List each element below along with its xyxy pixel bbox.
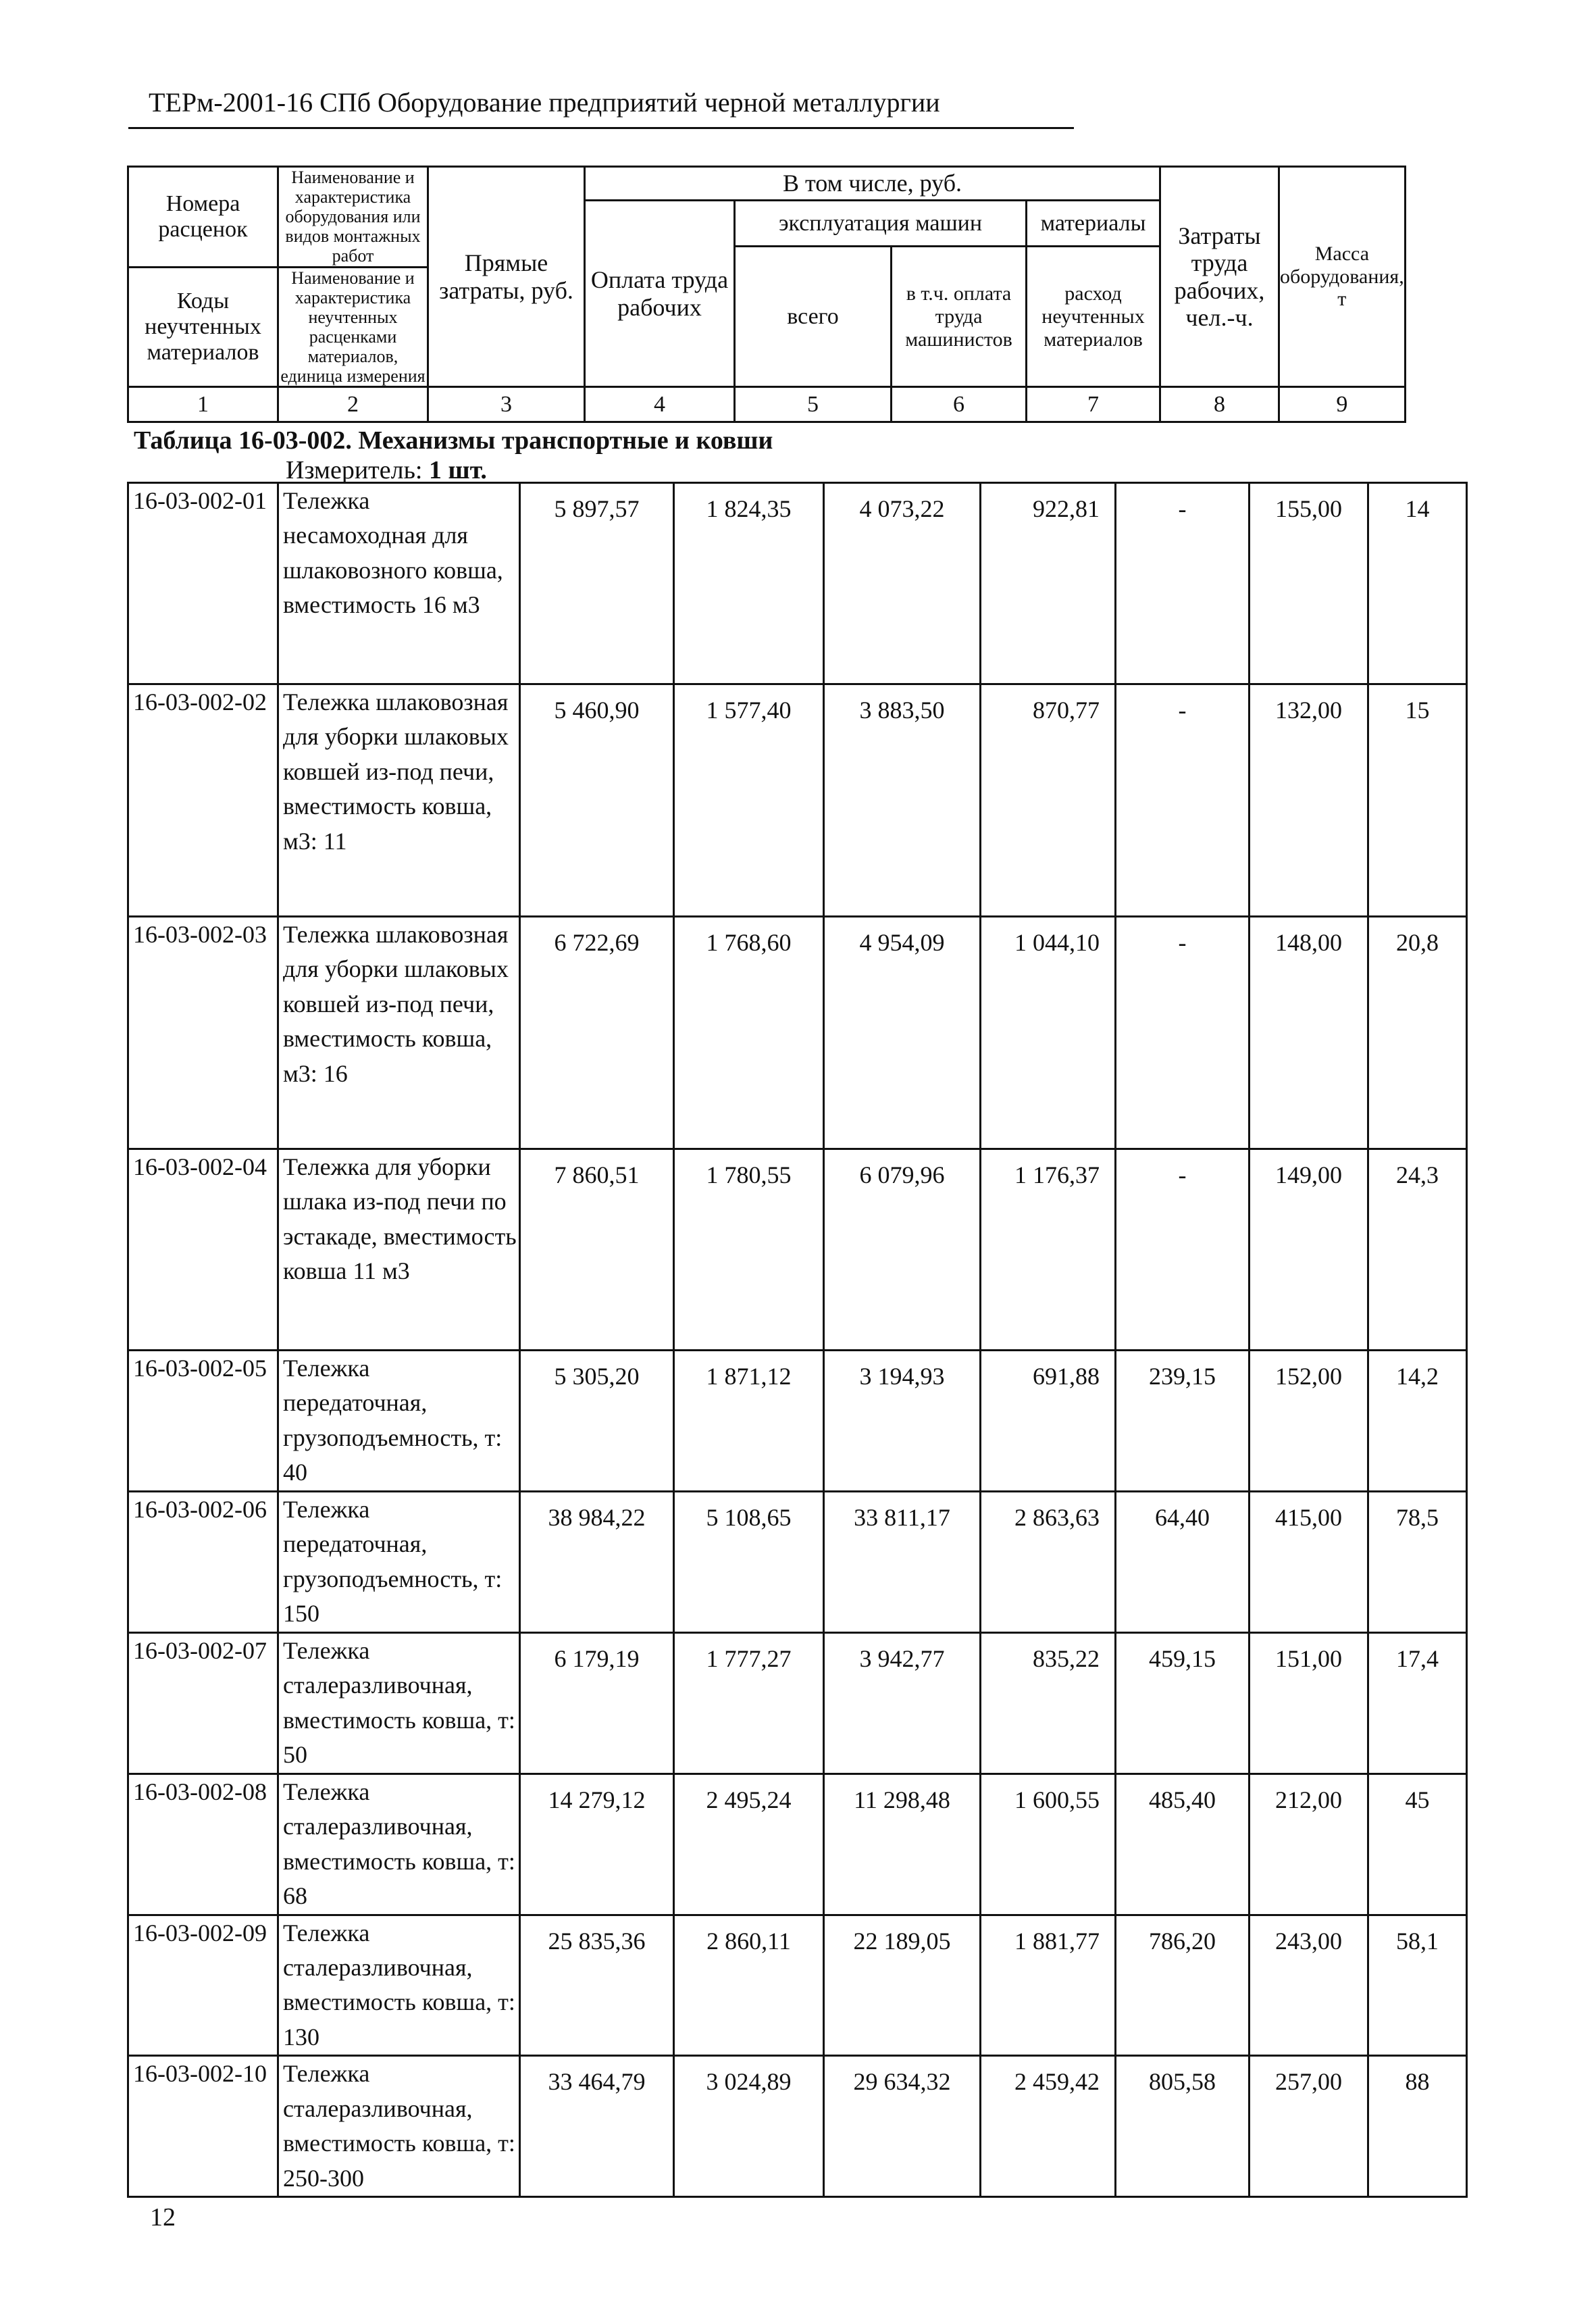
header-machines-total: всего bbox=[735, 247, 892, 387]
table-row bbox=[128, 684, 1467, 917]
equipment-name: Тележка сталеразливочная, вместимость ковша, т: 68 bbox=[278, 1774, 520, 1915]
equipment-name: Тележка шлаковозная для уборки шлаковых ковшей из-под печи, вместимость ковша, м3: 11 bbox=[278, 684, 520, 917]
header-labor-hours: Затраты труда рабочих, чел.-ч. bbox=[1160, 167, 1279, 387]
labor-hours-cell: 149,00 bbox=[1250, 1149, 1368, 1351]
rate-code: 16-03-002-05 bbox=[128, 1351, 278, 1492]
rate-code: 16-03-002-02 bbox=[128, 684, 278, 917]
machines-total-cell: 3 883,50 bbox=[824, 684, 981, 917]
worker-pay-cell: 1 577,40 bbox=[674, 684, 824, 917]
mass-cell: 58,1 bbox=[1368, 1915, 1467, 2056]
mass-cell: 15 bbox=[1368, 684, 1467, 917]
table-row bbox=[128, 1491, 1467, 1632]
mass-cell: 78,5 bbox=[1368, 1491, 1467, 1632]
operator-pay-cell: 1 176,37 bbox=[981, 1149, 1116, 1351]
machines-total-cell: 4 954,09 bbox=[824, 917, 981, 1149]
worker-pay-cell: 3 024,89 bbox=[674, 2056, 824, 2197]
page-number: 12 bbox=[150, 2203, 176, 2232]
equipment-name: Тележка шлаковозная для уборки шлаковых ковшей из-под печи, вместимость ковша, м3: 16 bbox=[278, 917, 520, 1149]
column-number: 1 bbox=[128, 387, 278, 422]
column-number: 8 bbox=[1160, 387, 1279, 422]
equipment-name: Тележка сталеразливочная, вместимость ковша, т: 130 bbox=[278, 1915, 520, 2056]
rate-code: 16-03-002-06 bbox=[128, 1491, 278, 1632]
mass-cell: 14,2 bbox=[1368, 1351, 1467, 1492]
rate-code: 16-03-002-03 bbox=[128, 917, 278, 1149]
table-row bbox=[128, 1351, 1467, 1492]
header-equipment-name: Наименование и характеристика оборудования или видов монтажных работ bbox=[278, 167, 428, 268]
column-number: 7 bbox=[1027, 387, 1160, 422]
mass-cell: 24,3 bbox=[1368, 1149, 1467, 1351]
column-number: 2 bbox=[278, 387, 428, 422]
worker-pay-cell: 5 108,65 bbox=[674, 1491, 824, 1632]
table-row bbox=[128, 917, 1467, 1149]
machines-total-cell: 4 073,22 bbox=[824, 483, 981, 684]
materials-cell: 459,15 bbox=[1116, 1632, 1250, 1774]
rate-code: 16-03-002-04 bbox=[128, 1149, 278, 1351]
labor-hours-cell: 148,00 bbox=[1250, 917, 1368, 1149]
table-row bbox=[128, 1774, 1467, 1915]
materials-cell: - bbox=[1116, 684, 1250, 917]
equipment-name: Тележка для уборки шлака из-под печи по эстакаде, вместимость ковша 11 м3 bbox=[278, 1149, 520, 1351]
unit-line bbox=[286, 455, 487, 485]
materials-cell: - bbox=[1116, 917, 1250, 1149]
materials-cell: 485,40 bbox=[1116, 1774, 1250, 1915]
direct-costs-cell: 5 460,90 bbox=[520, 684, 674, 917]
header-material-names: Наименование и характеристика неучтенных расценками материалов, единица измерения bbox=[278, 267, 428, 387]
rate-code: 16-03-002-01 bbox=[128, 483, 278, 684]
machines-total-cell: 29 634,32 bbox=[824, 2056, 981, 2197]
direct-costs-cell: 7 860,51 bbox=[520, 1149, 674, 1351]
column-number: 6 bbox=[892, 387, 1027, 422]
direct-costs-cell: 25 835,36 bbox=[520, 1915, 674, 2056]
materials-cell: - bbox=[1116, 483, 1250, 684]
operator-pay-cell: 870,77 bbox=[981, 684, 1116, 917]
direct-costs-cell: 14 279,12 bbox=[520, 1774, 674, 1915]
document-title: ТЕРм-2001-16 СПб Оборудование предприятий черной металлургии bbox=[149, 87, 940, 118]
labor-hours-cell: 132,00 bbox=[1250, 684, 1368, 917]
labor-hours-cell: 152,00 bbox=[1250, 1351, 1368, 1492]
operator-pay-cell: 691,88 bbox=[981, 1351, 1116, 1492]
rate-code: 16-03-002-08 bbox=[128, 1774, 278, 1915]
table-caption: Таблица 16-03-002. Механизмы транспортные и ковши bbox=[134, 426, 773, 455]
labor-hours-cell: 415,00 bbox=[1250, 1491, 1368, 1632]
materials-cell: - bbox=[1116, 1149, 1250, 1351]
header-operator-pay: в т.ч. оплата труда машинистов bbox=[892, 247, 1027, 387]
worker-pay-cell: 1 768,60 bbox=[674, 917, 824, 1149]
table-row bbox=[128, 483, 1467, 684]
header-equipment-mass: Масса оборудования, т bbox=[1279, 167, 1406, 387]
column-number: 3 bbox=[428, 387, 585, 422]
mass-cell: 14 bbox=[1368, 483, 1467, 684]
labor-hours-cell: 257,00 bbox=[1250, 2056, 1368, 2197]
table-row bbox=[128, 1149, 1467, 1351]
unit-label: Измеритель: bbox=[286, 456, 423, 484]
worker-pay-cell: 1 777,27 bbox=[674, 1632, 824, 1774]
header-unaccounted-materials: расход неучтенных материалов bbox=[1027, 247, 1160, 387]
mass-cell: 17,4 bbox=[1368, 1632, 1467, 1774]
column-header-table bbox=[127, 166, 1406, 423]
machines-total-cell: 33 811,17 bbox=[824, 1491, 981, 1632]
labor-hours-cell: 155,00 bbox=[1250, 483, 1368, 684]
machines-total-cell: 11 298,48 bbox=[824, 1774, 981, 1915]
header-including-group: В том числе, руб. bbox=[585, 167, 1160, 201]
direct-costs-cell: 6 179,19 bbox=[520, 1632, 674, 1774]
worker-pay-cell: 1 871,12 bbox=[674, 1351, 824, 1492]
labor-hours-cell: 151,00 bbox=[1250, 1632, 1368, 1774]
operator-pay-cell: 2 863,63 bbox=[981, 1491, 1116, 1632]
column-number: 9 bbox=[1279, 387, 1406, 422]
rate-code: 16-03-002-09 bbox=[128, 1915, 278, 2056]
mass-cell: 20,8 bbox=[1368, 917, 1467, 1149]
mass-cell: 88 bbox=[1368, 2056, 1467, 2197]
operator-pay-cell: 1 600,55 bbox=[981, 1774, 1116, 1915]
machines-total-cell: 3 194,93 bbox=[824, 1351, 981, 1492]
equipment-name: Тележка передаточная, грузоподъемность, т: 150 bbox=[278, 1491, 520, 1632]
equipment-name: Тележка несамоходная для шлаковозного ковша, вместимость 16 м3 bbox=[278, 483, 520, 684]
equipment-name: Тележка сталеразливочная, вместимость ковша, т: 250-300 bbox=[278, 2056, 520, 2197]
header-machine-operation: эксплуатация машин bbox=[735, 201, 1027, 247]
materials-cell: 239,15 bbox=[1116, 1351, 1250, 1492]
labor-hours-cell: 212,00 bbox=[1250, 1774, 1368, 1915]
mass-cell: 45 bbox=[1368, 1774, 1467, 1915]
table-row bbox=[128, 2056, 1467, 2197]
worker-pay-cell: 2 495,24 bbox=[674, 1774, 824, 1915]
labor-hours-cell: 243,00 bbox=[1250, 1915, 1368, 2056]
equipment-name: Тележка передаточная, грузоподъемность, т: 40 bbox=[278, 1351, 520, 1492]
machines-total-cell: 22 189,05 bbox=[824, 1915, 981, 2056]
operator-pay-cell: 1 881,77 bbox=[981, 1915, 1116, 2056]
rate-code: 16-03-002-10 bbox=[128, 2056, 278, 2197]
table-row bbox=[128, 1915, 1467, 2056]
materials-cell: 805,58 bbox=[1116, 2056, 1250, 2197]
header-rate-number: Номера расценок bbox=[128, 167, 278, 268]
materials-cell: 786,20 bbox=[1116, 1915, 1250, 2056]
unit-value: 1 шт. bbox=[429, 456, 487, 484]
direct-costs-cell: 38 984,22 bbox=[520, 1491, 674, 1632]
header-material-codes: Коды неучтенных материалов bbox=[128, 267, 278, 387]
direct-costs-cell: 5 305,20 bbox=[520, 1351, 674, 1492]
column-number: 4 bbox=[585, 387, 735, 422]
equipment-name: Тележка сталеразливочная, вместимость ковша, т: 50 bbox=[278, 1632, 520, 1774]
operator-pay-cell: 835,22 bbox=[981, 1632, 1116, 1774]
machines-total-cell: 3 942,77 bbox=[824, 1632, 981, 1774]
direct-costs-cell: 5 897,57 bbox=[520, 483, 674, 684]
direct-costs-cell: 33 464,79 bbox=[520, 2056, 674, 2197]
operator-pay-cell: 2 459,42 bbox=[981, 2056, 1116, 2197]
materials-cell: 64,40 bbox=[1116, 1491, 1250, 1632]
direct-costs-cell: 6 722,69 bbox=[520, 917, 674, 1149]
header-direct-costs: Прямые затраты, руб. bbox=[428, 167, 585, 387]
worker-pay-cell: 2 860,11 bbox=[674, 1915, 824, 2056]
header-materials: материалы bbox=[1027, 201, 1160, 247]
title-underline bbox=[128, 127, 1074, 129]
worker-pay-cell: 1 780,55 bbox=[674, 1149, 824, 1351]
machines-total-cell: 6 079,96 bbox=[824, 1149, 981, 1351]
price-table bbox=[127, 482, 1468, 2198]
header-worker-pay: Оплата труда рабочих bbox=[585, 201, 735, 387]
worker-pay-cell: 1 824,35 bbox=[674, 483, 824, 684]
column-number: 5 bbox=[735, 387, 892, 422]
operator-pay-cell: 922,81 bbox=[981, 483, 1116, 684]
table-row bbox=[128, 1632, 1467, 1774]
operator-pay-cell: 1 044,10 bbox=[981, 917, 1116, 1149]
rate-code: 16-03-002-07 bbox=[128, 1632, 278, 1774]
